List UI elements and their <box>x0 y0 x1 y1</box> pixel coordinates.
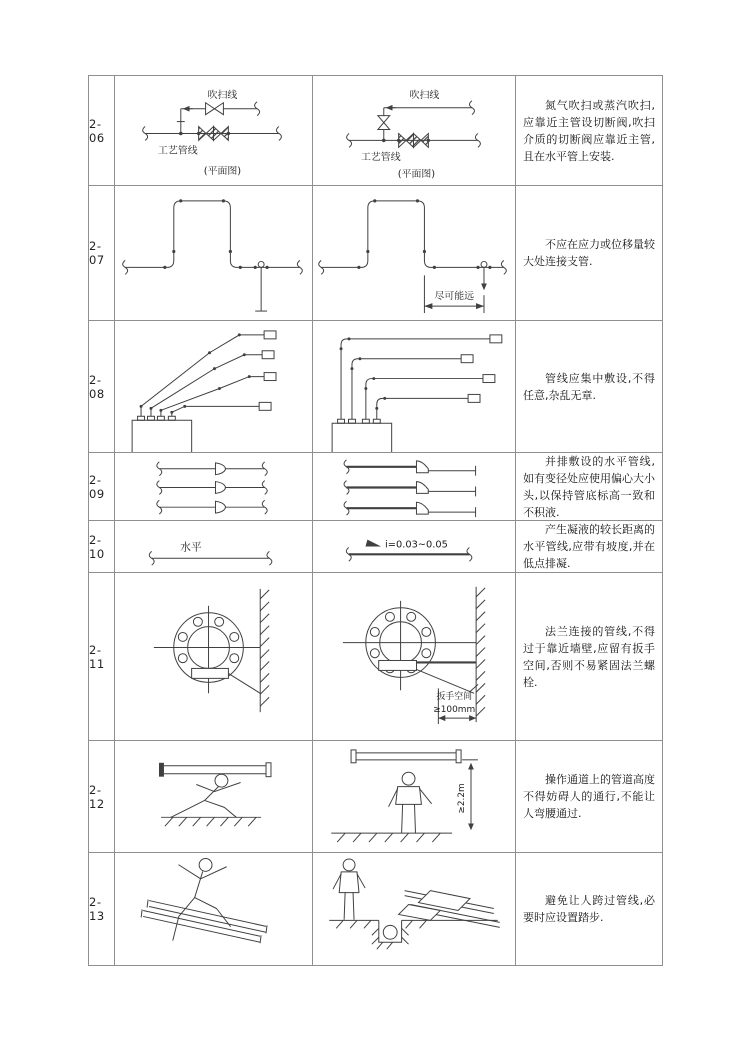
crossing-step <box>399 891 500 928</box>
row-id-label: 2-10 <box>89 532 105 561</box>
diagram-2-06-right <box>313 76 516 186</box>
ground <box>161 817 261 826</box>
diagram-2-08-left <box>115 321 313 453</box>
diagram-2-13-right <box>313 853 516 966</box>
clearance-value-label: ≥100mm <box>433 705 476 716</box>
description-2-08 <box>516 321 663 453</box>
row-id-2-12 <box>89 741 115 853</box>
low-pipe-person-ducking-diagram <box>115 741 312 852</box>
diagram-2-13-left <box>115 853 313 966</box>
purge-line-wrong-diagram <box>115 76 312 185</box>
diagram-2-10-right <box>313 521 516 573</box>
description-text: 产生凝液的较长距离的水平管线,应带有坡度,并在低点排凝. <box>523 523 655 570</box>
ground <box>331 833 452 842</box>
person-standing-figure <box>333 859 365 919</box>
description-text: 操作通道上的管道高度不得妨碍人的通行,不能让人弯腰通过. <box>523 773 655 820</box>
description-text: 管线应集中敷设,不得任意,杂乱无章. <box>523 371 655 402</box>
plan-view-caption: (平面图) <box>397 169 436 181</box>
diagram-2-06-left <box>115 76 313 186</box>
reducer-line <box>344 481 476 497</box>
messy-routing-diagram <box>115 321 312 452</box>
diagram-2-08-right <box>313 321 516 453</box>
slope-symbol-icon <box>365 540 381 547</box>
row-id-label: 2-07 <box>89 239 105 267</box>
description-2-10 <box>516 521 663 573</box>
purge-line-right-diagram <box>313 76 515 185</box>
piping-guideline-table <box>88 75 663 966</box>
reducer-line <box>157 500 267 514</box>
diagram-2-11-right <box>313 573 516 741</box>
row-id-2-07 <box>89 186 115 321</box>
description-text: 氮气吹扫或蒸汽吹扫,应靠近主管设切断阀,吹扫介质的切断阀应靠近主管,且在水平管上安装. <box>523 98 655 163</box>
row-id-2-13 <box>89 853 115 966</box>
horizontal-label: 水平 <box>180 540 202 554</box>
sloped-line-diagram <box>313 521 515 572</box>
high-pipe-person-standing-diagram <box>313 741 515 852</box>
row-id-2-09 <box>89 453 115 521</box>
expansion-loop-right-diagram <box>313 186 515 320</box>
branch-tee-icon <box>481 261 487 289</box>
description-text: 避免让人跨过管线,必要时应设置踏步. <box>523 894 655 924</box>
description-2-06 <box>516 76 663 186</box>
row-id-label: 2-12 <box>89 782 105 811</box>
purge-valve-icon <box>206 103 224 115</box>
slope-value-label: i=0.03~0.05 <box>385 539 448 551</box>
flange-with-clearance-diagram <box>313 573 515 740</box>
person-ducking-figure <box>171 774 240 817</box>
row-id-2-10 <box>89 521 115 573</box>
description-text: 不应在应力或位移量较大处连接支管. <box>523 238 655 268</box>
description-text: 法兰连接的管线,不得过于靠近墙壁,应留有扳手空间,否则不易紧固法兰螺栓. <box>523 624 655 689</box>
row-id-2-06 <box>89 76 115 186</box>
gate-valve-icon <box>399 133 429 147</box>
purge-line-label: 吹扫线 <box>409 89 440 101</box>
description-2-13 <box>516 853 663 966</box>
expansion-loop-wrong-diagram <box>115 186 312 320</box>
wrench-space-label: 扳手空间 <box>436 692 473 703</box>
gate-valve-icon <box>199 127 229 141</box>
description-2-07 <box>516 186 663 321</box>
row-id-label: 2-11 <box>89 642 105 671</box>
min-height-label: ≥2.2m <box>457 783 468 814</box>
riser-valve-icon <box>378 116 390 130</box>
diagram-2-11-left <box>115 573 313 741</box>
diagram-2-12-left <box>115 741 313 853</box>
wall <box>476 587 485 722</box>
person-stepping-over-pipes-diagram <box>115 853 312 965</box>
person-standing-figure <box>389 772 432 833</box>
overhead-pipe <box>351 750 461 763</box>
plan-view-caption: (平面图) <box>203 166 242 178</box>
equipment-box <box>332 423 392 452</box>
slanted-pipes <box>141 900 267 944</box>
description-2-09 <box>516 453 663 521</box>
row-id-2-08 <box>89 321 115 453</box>
row-id-2-11 <box>89 573 115 741</box>
purge-line-label: 吹扫线 <box>207 89 238 101</box>
process-line-label: 工艺管线 <box>158 145 198 157</box>
equipment-box <box>132 420 192 452</box>
row-id-label: 2-13 <box>89 895 105 923</box>
as-far-as-possible-label: 尽可能远 <box>434 291 475 303</box>
description-text: 并排敷设的水平管线,如有变径处应使用偏心大小头,以保持管底标高一致和不积液. <box>523 454 655 519</box>
description-2-11 <box>516 573 663 741</box>
diagram-2-09-right <box>313 453 516 521</box>
diagram-2-10-left <box>115 521 313 573</box>
reducer-line <box>157 481 267 495</box>
row-id-label: 2-06 <box>89 116 105 145</box>
orderly-routing-diagram <box>313 321 515 452</box>
row-id-label: 2-08 <box>89 372 105 401</box>
description-2-12 <box>516 741 663 853</box>
branch-tee-icon <box>255 261 267 311</box>
diagram-2-07-right <box>313 186 516 321</box>
overhead-pipe <box>159 763 271 777</box>
reducer-line <box>344 460 476 476</box>
eccentric-reducers-diagram <box>313 453 515 520</box>
wall <box>260 589 269 712</box>
concentric-reducers-diagram <box>115 453 312 520</box>
wrench-icon <box>192 668 261 693</box>
process-line-label: 工艺管线 <box>361 152 401 164</box>
pipe-trench-and-step-diagram <box>313 853 515 965</box>
horizontal-line-diagram <box>115 521 312 572</box>
pipe-trench <box>372 920 409 949</box>
flange-near-wall-diagram <box>115 573 312 740</box>
row-id-label: 2-09 <box>89 472 105 501</box>
reducer-line <box>344 501 476 517</box>
diagram-2-09-left <box>115 453 313 521</box>
diagram-2-12-right <box>313 741 516 853</box>
reducer-line <box>157 462 267 476</box>
diagram-2-07-left <box>115 186 313 321</box>
